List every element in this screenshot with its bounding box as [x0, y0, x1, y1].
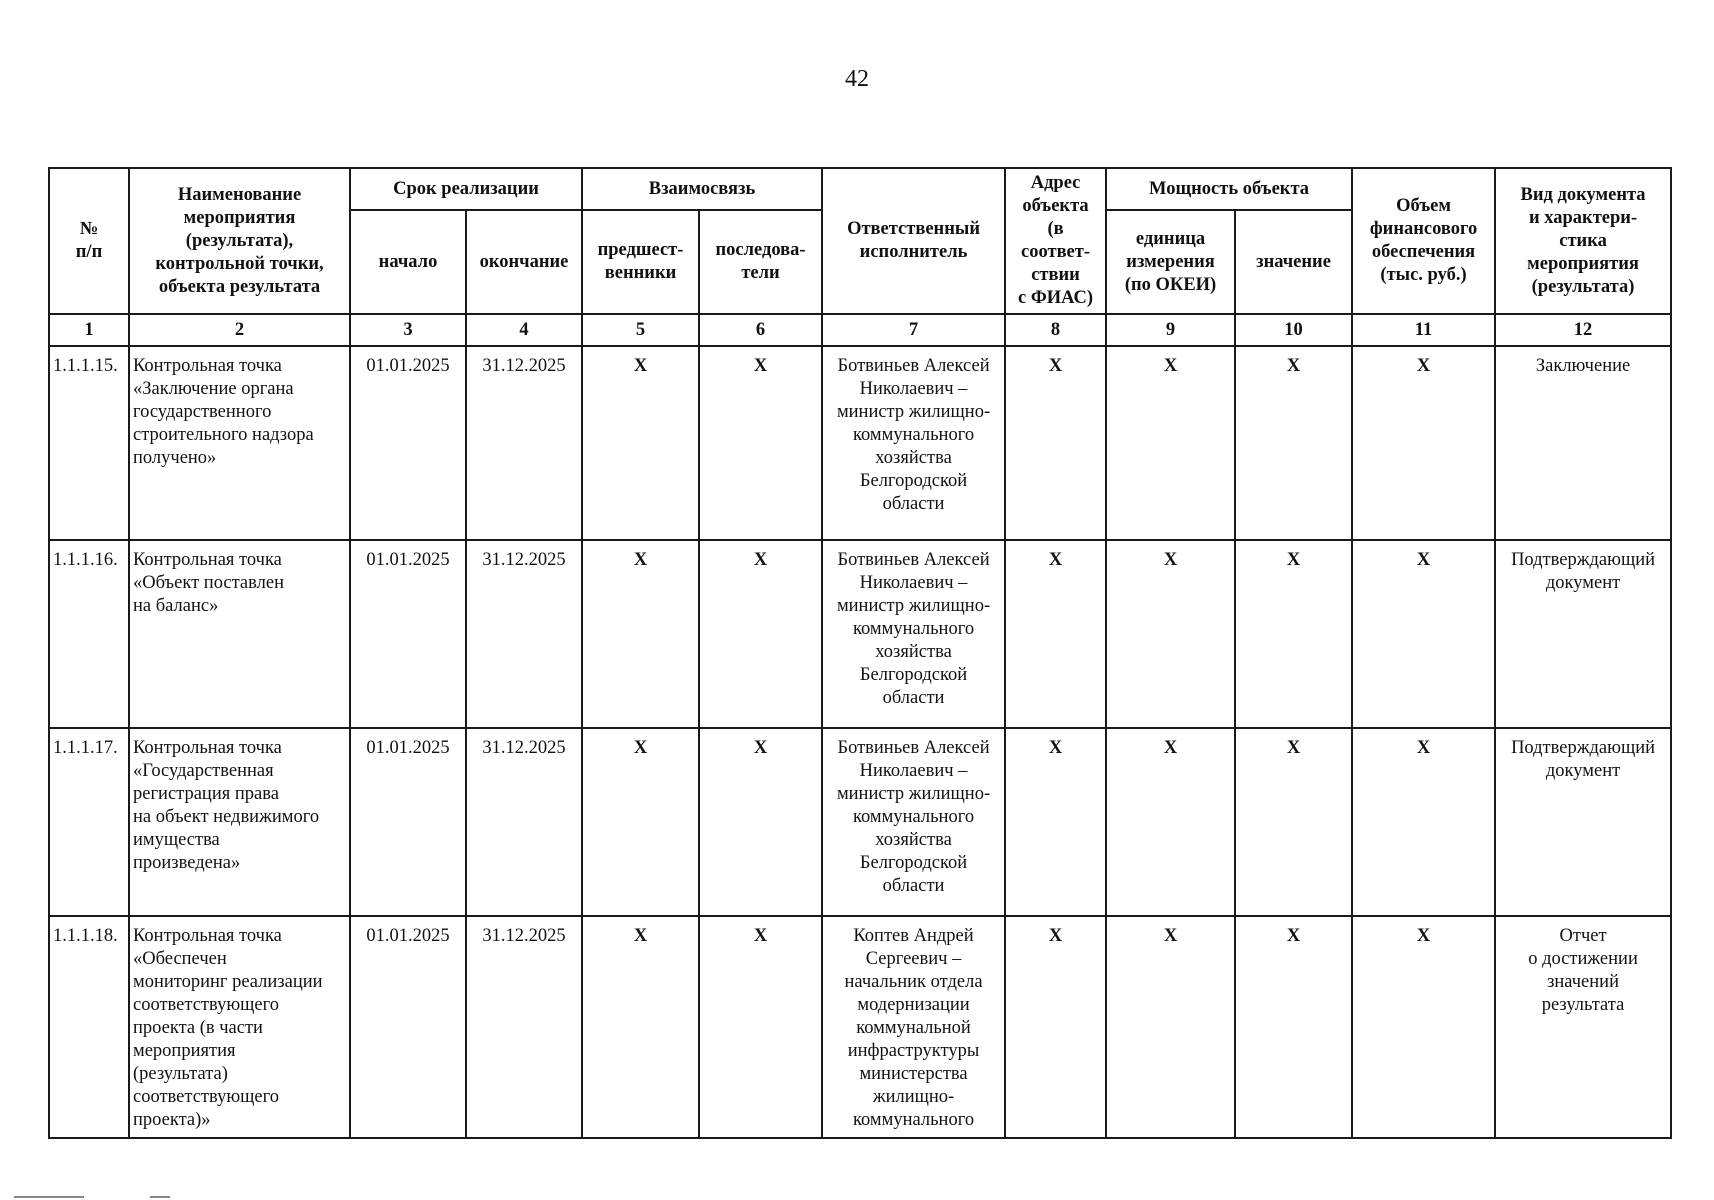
row-name: Контрольная точка «Объект поставлен на баланс» — [129, 540, 350, 728]
row-start-date: 01.01.2025 — [350, 916, 466, 1138]
row-predecessors: X — [582, 728, 699, 916]
header-relation-succ: последова- тели — [699, 210, 822, 314]
row-end-date: 31.12.2025 — [466, 916, 582, 1138]
row-end-date: 31.12.2025 — [466, 346, 582, 540]
scan-artifact-line — [150, 1196, 170, 1198]
header-row — [49, 168, 1671, 210]
column-number: 7 — [822, 314, 1005, 346]
header-term: Срок реализации — [350, 168, 582, 210]
row-name: Контрольная точка «Обеспечен мониторинг реализации соответствующего проекта (в части мероприятия (результата) соответствующего проекта)» — [129, 916, 350, 1138]
column-number: 3 — [350, 314, 466, 346]
row-capacity-unit: X — [1106, 346, 1235, 540]
column-number: 11 — [1352, 314, 1495, 346]
row-doc-type: Подтверждающий документ — [1495, 540, 1671, 728]
row-number: 1.1.1.15. — [49, 346, 129, 540]
column-number: 12 — [1495, 314, 1671, 346]
row-name: Контрольная точка «Государственная регистрация права на объект недвижимого имущества произведена» — [129, 728, 350, 916]
row-responsible: Коптев Андрей Сергеевич – начальник отдела модернизации коммунальной инфраструктуры министерства жилищно- коммунального — [822, 916, 1005, 1138]
header-doc-type: Вид документа и характери- стика мероприятия (результата) — [1495, 168, 1671, 314]
row-successors: X — [699, 540, 822, 728]
row-address: X — [1005, 540, 1106, 728]
column-number: 9 — [1106, 314, 1235, 346]
scan-artifact-line — [14, 1196, 84, 1198]
column-numbers-row — [49, 314, 1671, 346]
row-address: X — [1005, 728, 1106, 916]
header-name: Наименование мероприятия (результата), контрольной точки, объекта результата — [129, 168, 350, 314]
header-relation-pred: предшест- венники — [582, 210, 699, 314]
column-number: 4 — [466, 314, 582, 346]
header-address: Адрес объекта (в соответ- ствии с ФИАС) — [1005, 168, 1106, 314]
row-number: 1.1.1.17. — [49, 728, 129, 916]
row-capacity-value: X — [1235, 346, 1352, 540]
header-num: № п/п — [49, 168, 129, 314]
row-responsible: Ботвиньев Алексей Николаевич – министр жилищно- коммунального хозяйства Белгородской области — [822, 728, 1005, 916]
row-start-date: 01.01.2025 — [350, 346, 466, 540]
row-number: 1.1.1.16. — [49, 540, 129, 728]
column-number: 2 — [129, 314, 350, 346]
row-end-date: 31.12.2025 — [466, 728, 582, 916]
row-predecessors: X — [582, 346, 699, 540]
activities-table — [48, 167, 1672, 1139]
column-number: 6 — [699, 314, 822, 346]
row-capacity-value: X — [1235, 728, 1352, 916]
row-address: X — [1005, 916, 1106, 1138]
row-end-date: 31.12.2025 — [466, 540, 582, 728]
row-successors: X — [699, 916, 822, 1138]
header-relation: Взаимосвязь — [582, 168, 822, 210]
row-capacity-unit: X — [1106, 728, 1235, 916]
page-number: 42 — [845, 66, 869, 92]
row-finance: X — [1352, 916, 1495, 1138]
row-capacity-unit: X — [1106, 540, 1235, 728]
row-predecessors: X — [582, 540, 699, 728]
table-row — [49, 916, 1671, 1138]
row-address: X — [1005, 346, 1106, 540]
row-finance: X — [1352, 728, 1495, 916]
header-capacity-value: значение — [1235, 210, 1352, 314]
row-finance: X — [1352, 346, 1495, 540]
header-capacity-unit: единица измерения (по ОКЕИ) — [1106, 210, 1235, 314]
row-start-date: 01.01.2025 — [350, 540, 466, 728]
row-start-date: 01.01.2025 — [350, 728, 466, 916]
header-finance: Объем финансового обеспечения (тыс. руб.) — [1352, 168, 1495, 314]
header-capacity: Мощность объекта — [1106, 168, 1352, 210]
row-doc-type: Заключение — [1495, 346, 1671, 540]
row-successors: X — [699, 728, 822, 916]
row-capacity-value: X — [1235, 916, 1352, 1138]
row-responsible: Ботвиньев Алексей Николаевич – министр жилищно- коммунального хозяйства Белгородской области — [822, 346, 1005, 540]
row-capacity-value: X — [1235, 540, 1352, 728]
header-term-start: начало — [350, 210, 466, 314]
row-finance: X — [1352, 540, 1495, 728]
row-capacity-unit: X — [1106, 916, 1235, 1138]
header-term-end: окончание — [466, 210, 582, 314]
column-number: 5 — [582, 314, 699, 346]
header-responsible: Ответственный исполнитель — [822, 168, 1005, 314]
table-row — [49, 346, 1671, 540]
row-successors: X — [699, 346, 822, 540]
column-number: 10 — [1235, 314, 1352, 346]
row-predecessors: X — [582, 916, 699, 1138]
row-name: Контрольная точка «Заключение органа государственного строительного надзора получено» — [129, 346, 350, 540]
row-number: 1.1.1.18. — [49, 916, 129, 1138]
row-doc-type: Отчет о достижении значений результата — [1495, 916, 1671, 1138]
row-doc-type: Подтверждающий документ — [1495, 728, 1671, 916]
table-row — [49, 728, 1671, 916]
table-row — [49, 540, 1671, 728]
row-responsible: Ботвиньев Алексей Николаевич – министр жилищно- коммунального хозяйства Белгородской области — [822, 540, 1005, 728]
column-number: 8 — [1005, 314, 1106, 346]
column-number: 1 — [49, 314, 129, 346]
